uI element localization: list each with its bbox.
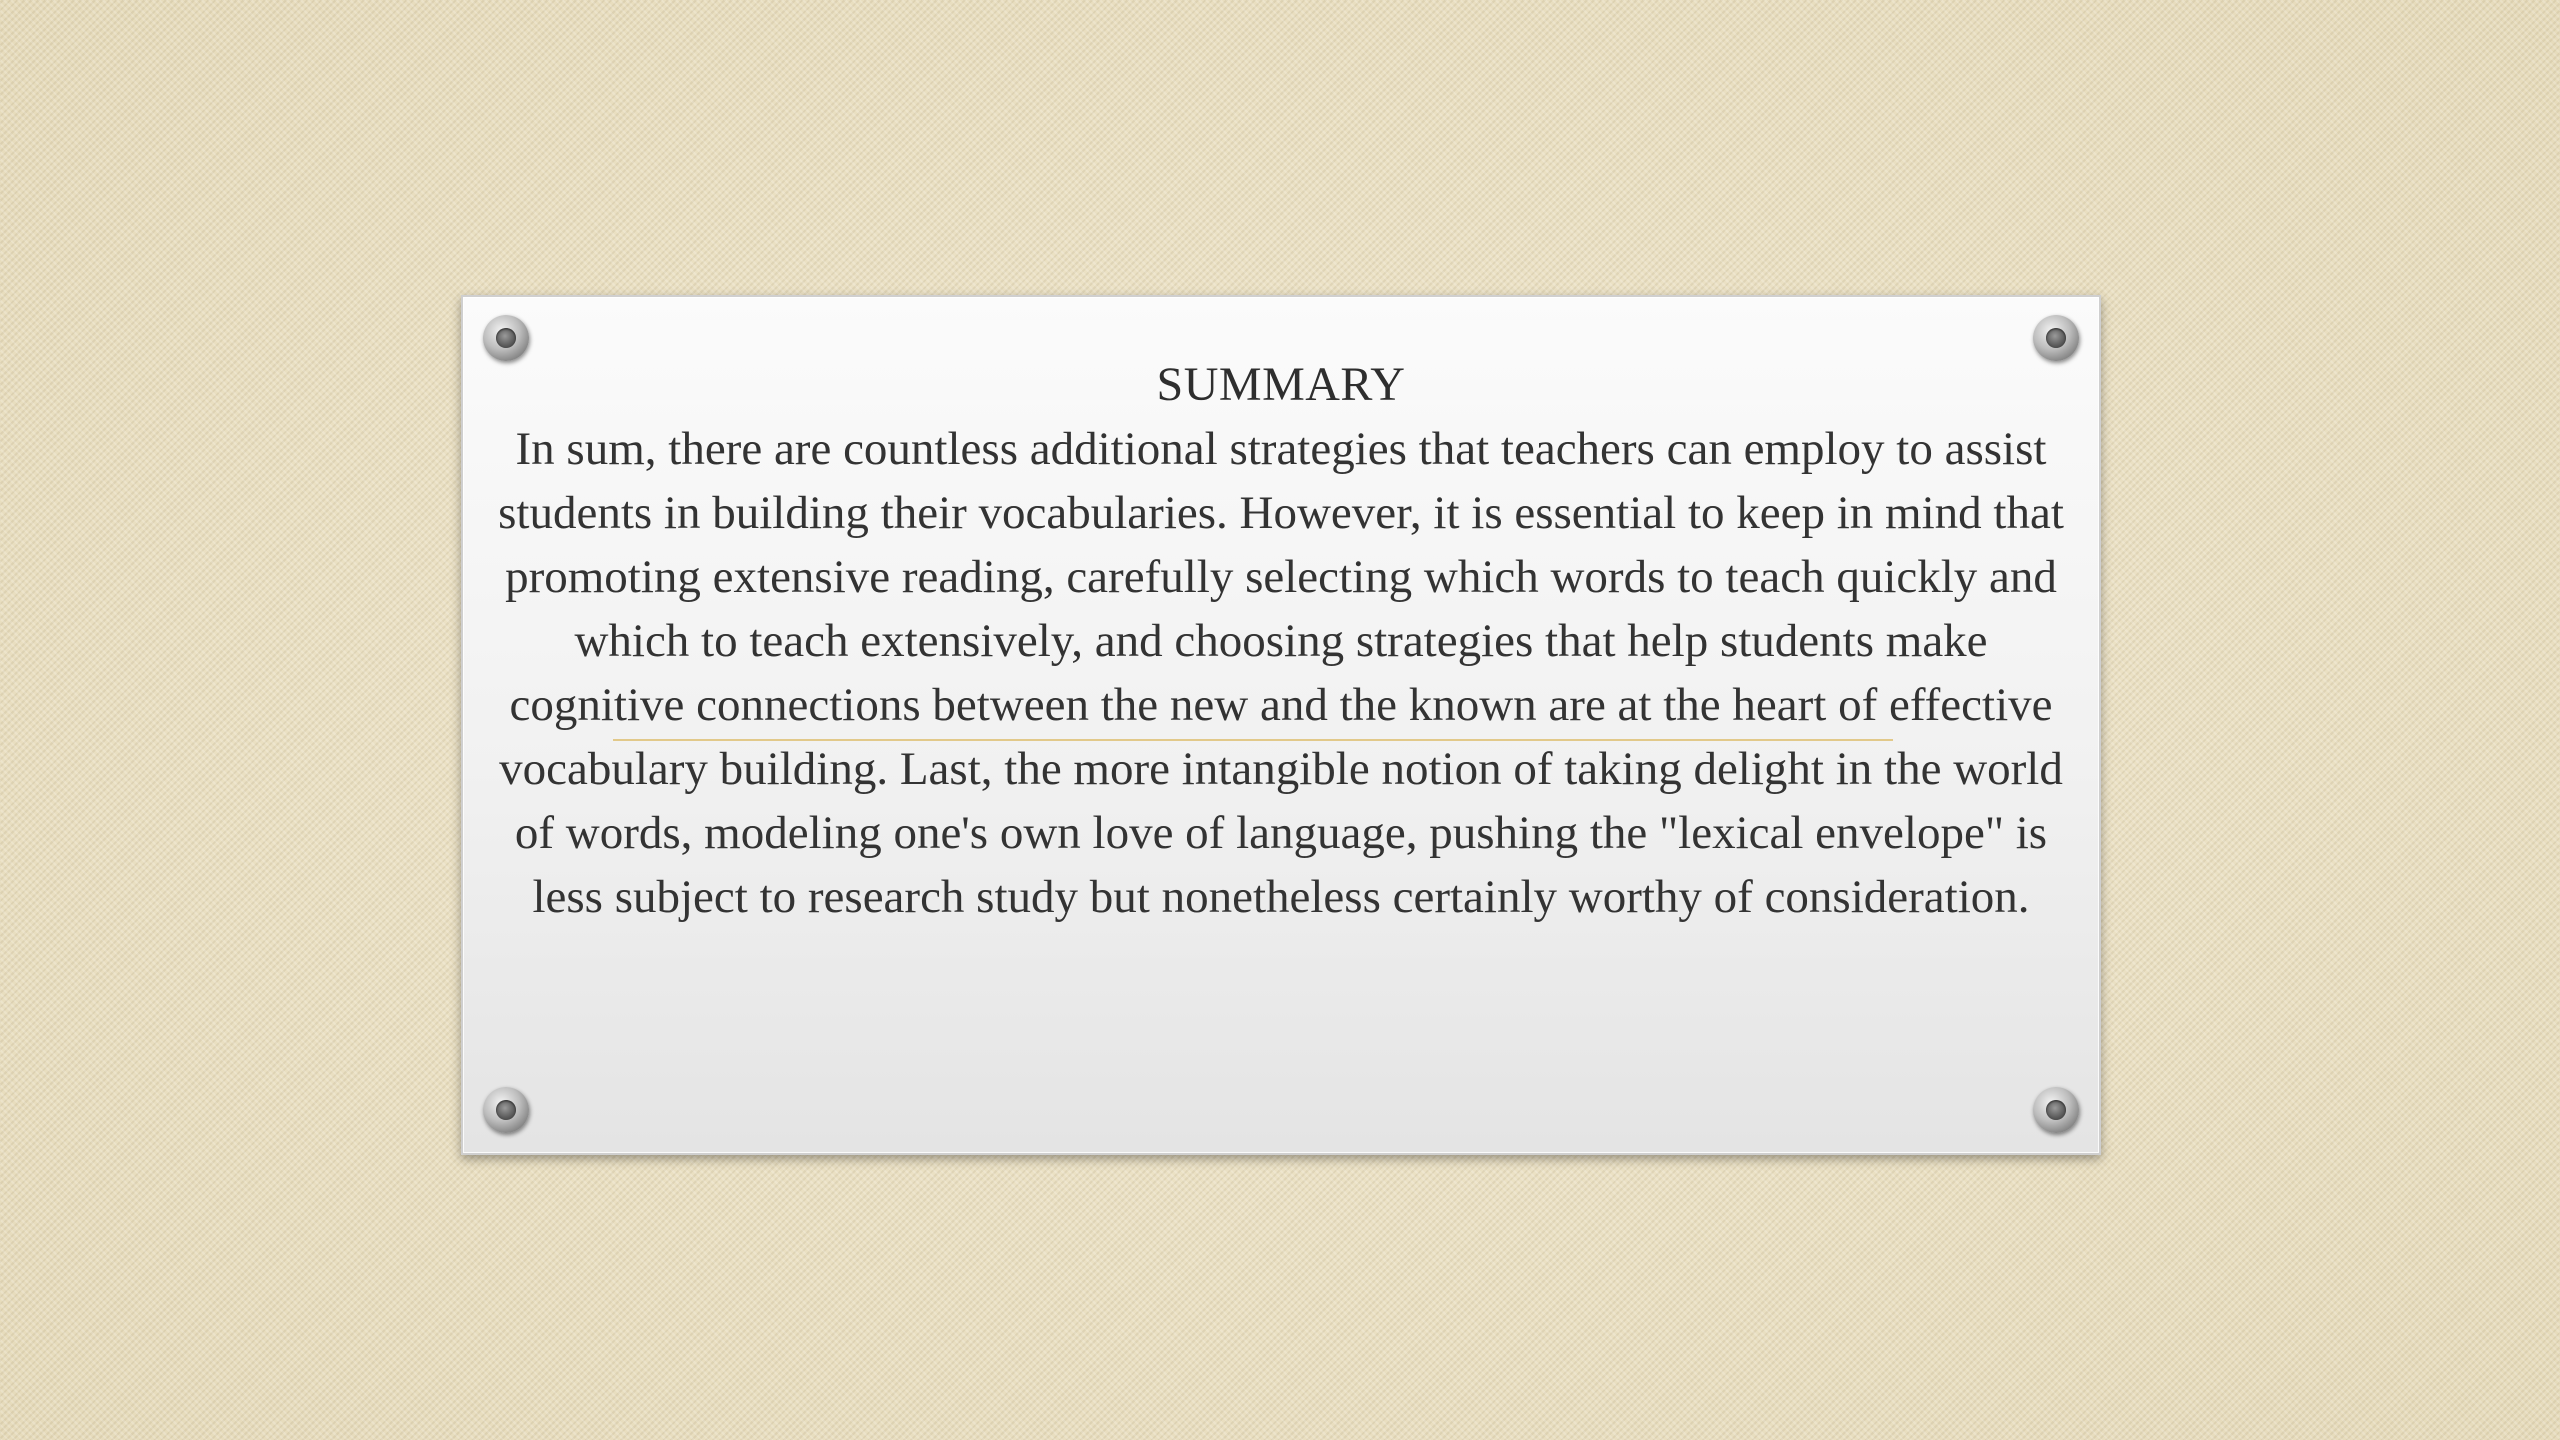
screw-icon — [2033, 315, 2079, 361]
screw-icon — [483, 315, 529, 361]
summary-plaque — [461, 295, 2101, 1155]
screw-icon — [483, 1087, 529, 1133]
slide-title: SUMMARY — [1156, 358, 1406, 411]
accent-underline — [613, 739, 1893, 741]
summary-body-text: In sum, there are countless additional strategies that teachers can employ to assist students in building their vocabularies. However, it is essential to keep in mind that promoting extensive reading, carefully selecting which words to teach quickly and which to teach extensively, and choosing strategies that help students make cognitive connections between the new and the known are at the heart of effective vocabulary building. Last, the more intangible notion of taking delight in the world of words, modeling one's own love of language, pushing the "lexical envelope" is less subject to research study but nonetheless certainly worthy of consideration. — [498, 423, 2064, 923]
screw-icon — [2033, 1087, 2079, 1133]
